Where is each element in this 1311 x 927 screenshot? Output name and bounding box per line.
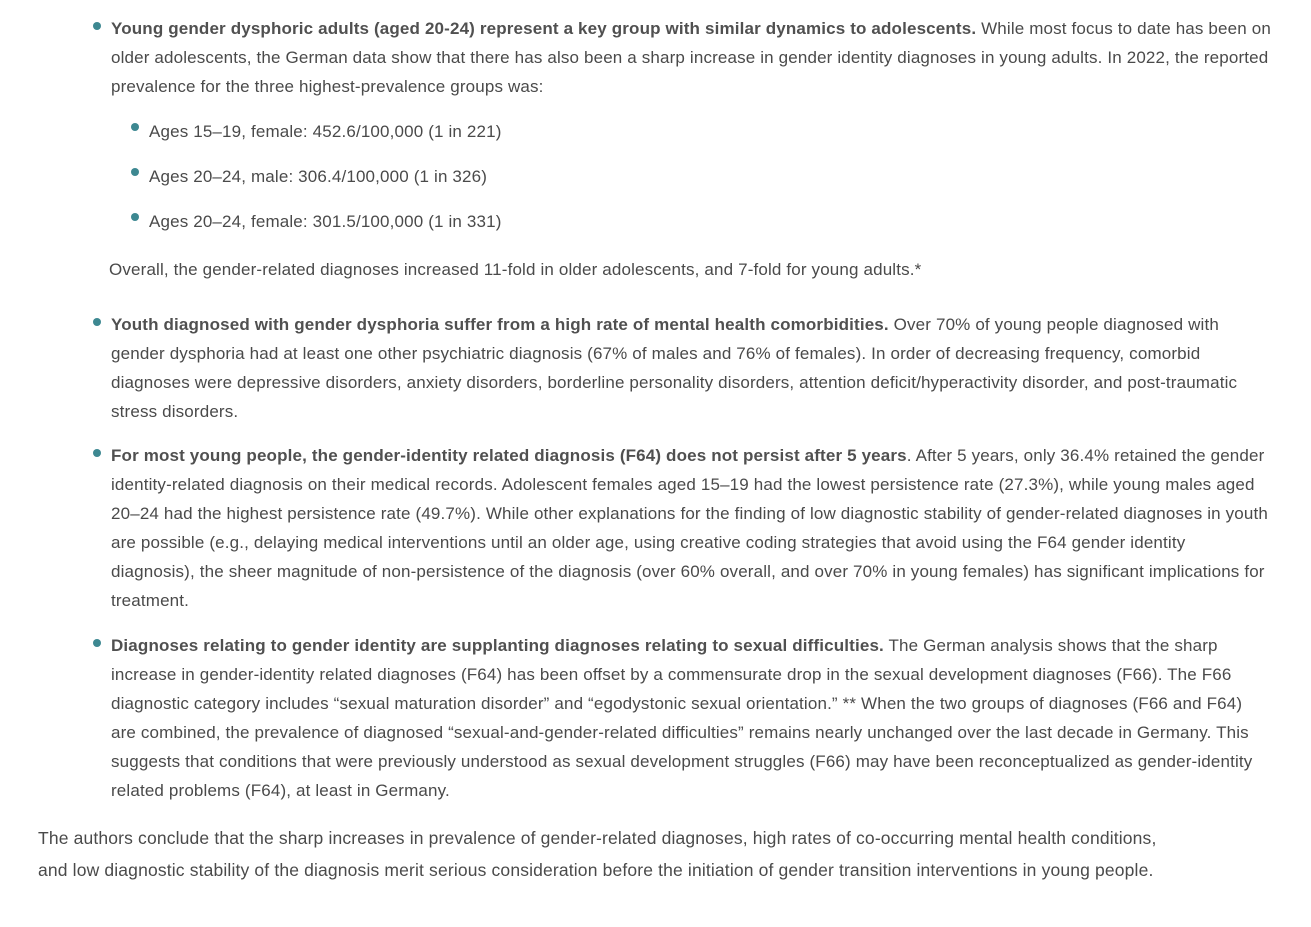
list-item	[0, 162, 1160, 207]
prevalence-text: Ages 15–19, female: 452.6/100,000 (1 in 221)	[149, 122, 502, 141]
finding-comorbidities	[0, 310, 1311, 426]
bullet-dot-icon	[131, 123, 139, 131]
conclusion-paragraph: The authors conclude that the sharp increases in prevalence of gender-related diagnoses, high rates of co-occurring mental health conditions, and low diagnostic stability of the diagnosis merit serious consideration before the initiation of gender transition interventions in young people.	[38, 828, 1157, 880]
finding-supplanting	[0, 631, 1311, 805]
prevalence-text: Ages 20–24, female: 301.5/100,000 (1 in 331)	[149, 212, 502, 231]
finding-text	[111, 14, 1271, 101]
overall-summary: Overall, the gender-related diagnoses increased 11-fold in older adolescents, and 7-fold for young adults.*	[109, 260, 922, 279]
list-item	[0, 207, 1160, 252]
finding-text	[111, 441, 1271, 615]
finding-body: . After 5 years, only 36.4% retained the gender identity-related diagnosis on their medical records. Adolescent females aged 15–19 had the lowest persistence rate (27.3%), while young males aged 20–24 had the highest persistence rate (49.7%). While other explanations for the finding of low diagnostic stability of gender-related diagnoses in youth are possible (e.g., delaying medical interventions until an older age, using creative coding strategies that avoid using the F64 gender identity diagnosis), the sheer magnitude of non-persistence of the diagnosis (over 60% overall, and over 70% in young females) has significant implications for treatment.	[111, 446, 1268, 610]
bullet-dot-icon	[131, 168, 139, 176]
finding-text	[111, 310, 1271, 426]
finding-body: The German analysis shows that the sharp increase in gender-identity related diagnoses (F64) has been offset by a commensurate drop in the sexual development diagnoses (F66). The F66 diagnostic category includes “sexual maturation disorder” and “egodystonic sexual orientation.” ** When the two groups of diagnoses (F66 and F64) are combined, the prevalence of diagnosed “sexual-and-gender-related difficulties” remains nearly unchanged over the last decade in Germany. This suggests that conditions that were previously understood as sexual development struggles (F66) may have been reconceptualized as gender-identity related problems (F64), at least in Germany.	[111, 636, 1253, 800]
finding-lead: Young gender dysphoric adults (aged 20-24) represent a key group with similar dynamics to adolescents.	[111, 19, 977, 38]
finding-body: Over 70% of young people diagnosed with gender dysphoria had at least one other psychiatric diagnosis (67% of males and 76% of females). In order of decreasing frequency, comorbid diagnoses were depressive disorders, anxiety disorders, borderline personality disorders, attention deficit/hyperactivity disorder, and post-traumatic stress disorders.	[111, 315, 1238, 421]
finding-lead: Youth diagnosed with gender dysphoria suffer from a high rate of mental health comorbidities.	[111, 315, 889, 334]
bullet-dot-icon	[131, 213, 139, 221]
finding-text	[111, 631, 1271, 805]
prevalence-list	[0, 117, 1160, 252]
list-item	[0, 117, 1160, 162]
finding-persistence	[0, 441, 1311, 615]
bullet-dot-icon	[93, 22, 101, 30]
bullet-dot-icon	[93, 318, 101, 326]
finding-young-adults	[0, 14, 1311, 101]
finding-body: While most focus to date has been on older adolescents, the German data show that there has also been a sharp increase in gender identity diagnoses in young adults. In 2022, the reported prevalence for the three highest-prevalence groups was:	[111, 19, 1271, 96]
bullet-dot-icon	[93, 449, 101, 457]
finding-lead: Diagnoses relating to gender identity are supplanting diagnoses relating to sexual difficulties.	[111, 636, 884, 655]
bullet-dot-icon	[93, 639, 101, 647]
finding-lead: For most young people, the gender-identity related diagnosis (F64) does not persist after 5 years	[111, 446, 907, 465]
prevalence-text: Ages 20–24, male: 306.4/100,000 (1 in 326)	[149, 167, 488, 186]
